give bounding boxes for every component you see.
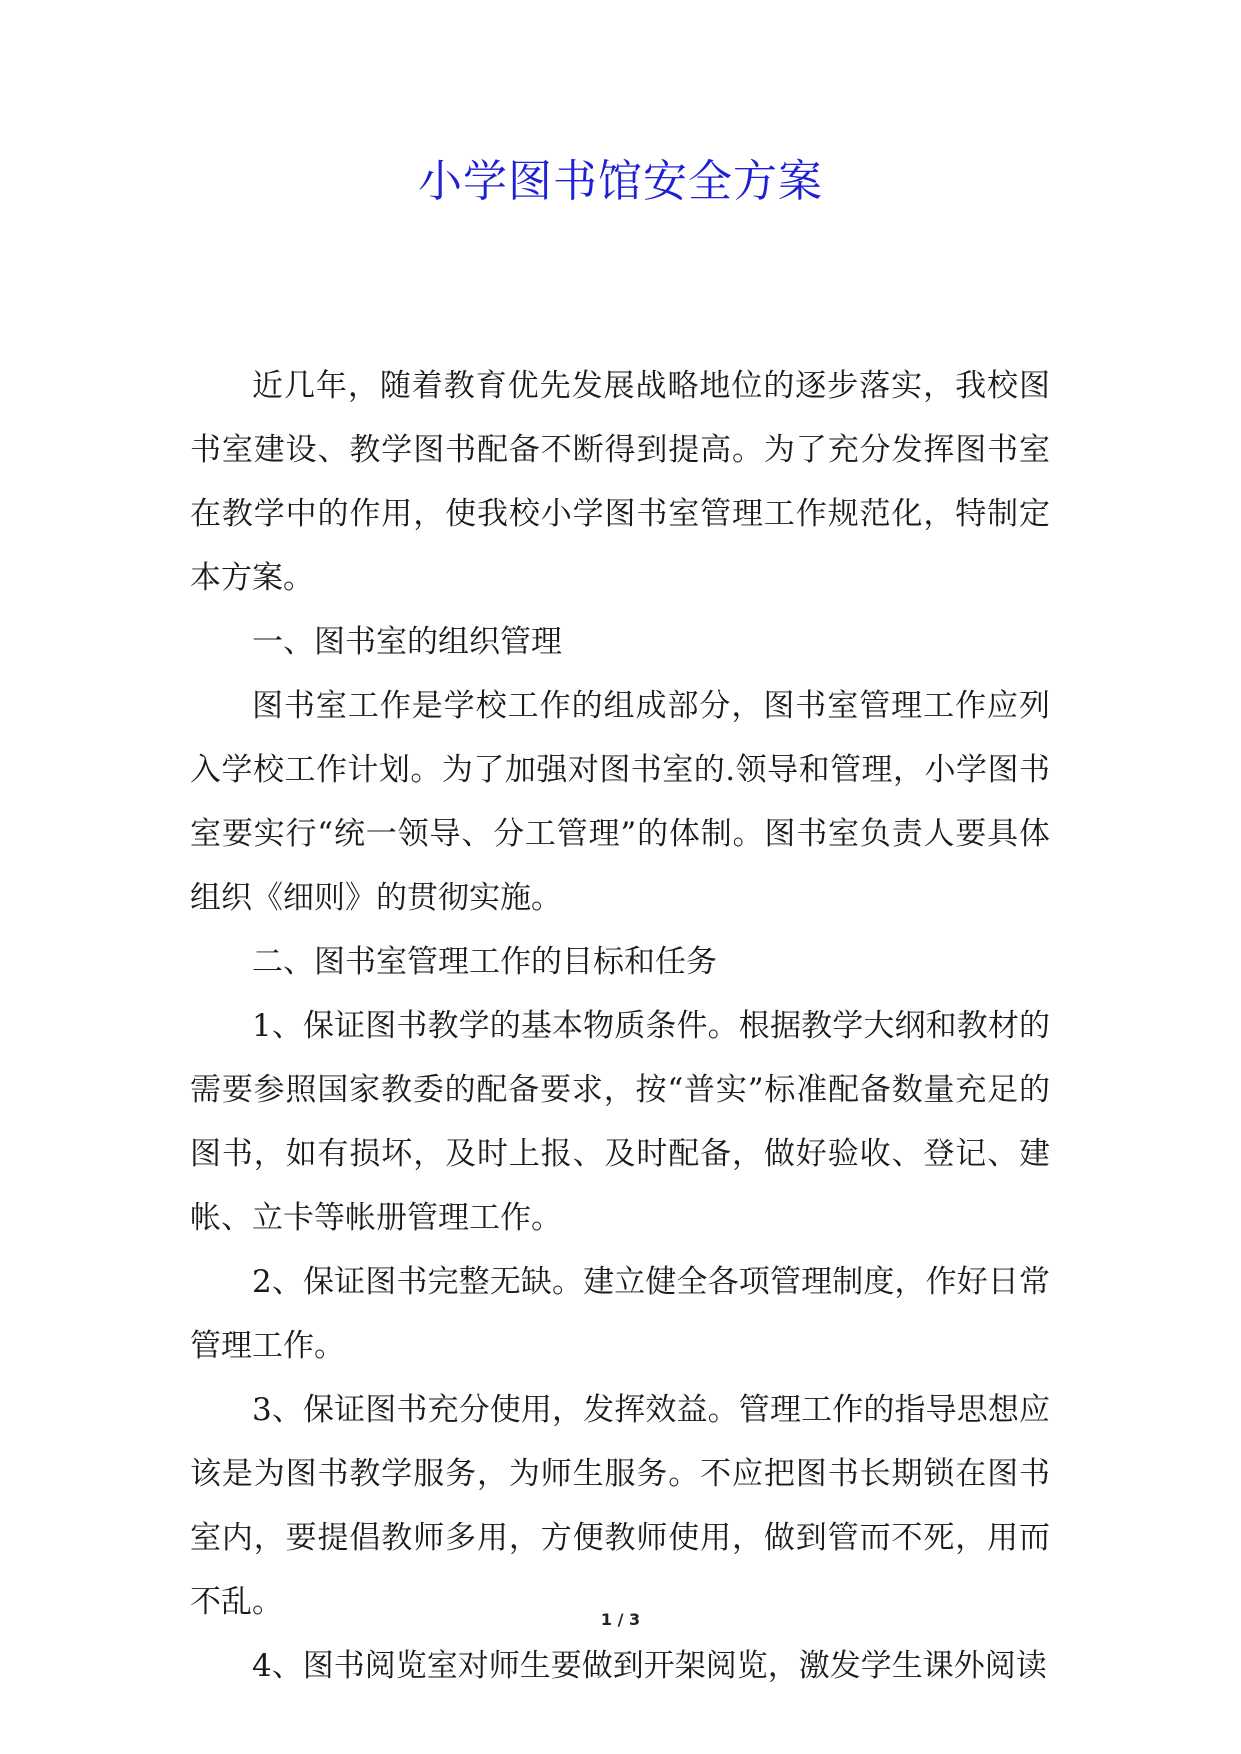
paragraph-organization: 图书室工作是学校工作的组成部分，图书室管理工作应列入学校工作计划。为了加强对图书室的.领导和管理，小学图书室要实行“统一领导、分工管理”的体制。图书室负责人要具体组织《细则》的贯彻实施。: [190, 688, 1050, 916]
document-body: [190, 354, 1050, 1698]
paragraph-intro: 近几年，随着教育优先发展战略地位的逐步落实，我校图书室建设、教学图书配备不断得到提高。为了充分发挥图书室在教学中的作用，使我校小学图书室管理工作规范化，特制定本方案。: [190, 368, 1050, 596]
page-indicator: 1 / 3: [600, 1610, 641, 1629]
paragraph-item-2: 2、保证图书完整无缺。建立健全各项管理制度，作好日常管理工作。: [190, 1264, 1050, 1364]
paragraph-item-1: 1、保证图书教学的基本物质条件。根据教学大纲和教材的需要参照国家教委的配备要求，按“普实”标准配备数量充足的图书，如有损坏，及时上报、及时配备，做好验收、登记、建帐、立卡等帐册管理工作。: [190, 1008, 1050, 1236]
section-heading-2: 二、图书室管理工作的目标和任务: [252, 944, 717, 980]
section-heading-1: 一、图书室的组织管理: [252, 624, 562, 660]
paragraph-item-3: 3、保证图书充分使用，发挥效益。管理工作的指导思想应该是为图书教学服务，为师生服务。不应把图书长期锁在图书室内，要提倡教师多用，方便教师使用，做到管而不死，用而不乱。: [190, 1392, 1050, 1620]
paragraph-item-4: 4、图书阅览室对师生要做到开架阅览，激发学生课外阅读: [252, 1648, 1047, 1684]
document-title: 小学图书馆安全方案: [418, 156, 823, 207]
